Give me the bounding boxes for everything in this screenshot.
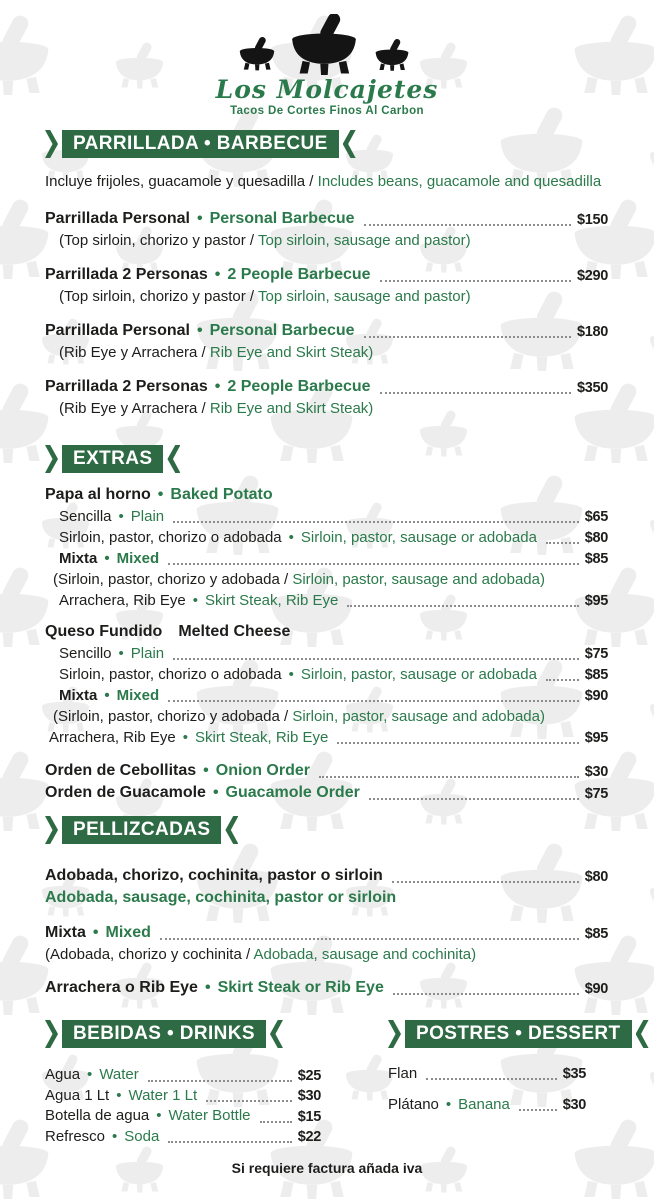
parrillada-banner-label: PARRILLADA • BARBECUE <box>62 130 339 158</box>
dot-leader <box>364 224 571 226</box>
item-description: (Adobada, chorizo y cochinita / Adobada, sausage and cochinita) <box>45 946 477 963</box>
dot-leader <box>364 336 571 338</box>
item-price: $350 <box>576 380 608 396</box>
bullet-separator: • <box>214 266 221 283</box>
item-name-en: Adobada, sausage, cochinita, pastor or sirloin <box>45 889 397 906</box>
ribbon-right-chevron-icon <box>636 1020 649 1048</box>
menu-row: Sencilla • Plain $65 <box>59 508 608 525</box>
ribbon-left-chevron-icon <box>45 1020 58 1048</box>
bullet-separator: • <box>118 645 124 662</box>
item-price: $30 <box>297 1088 321 1104</box>
item-name-es: Parrillada 2 Personas <box>45 266 208 283</box>
dot-leader <box>173 658 579 660</box>
dot-leader <box>206 1100 292 1102</box>
bullet-separator: • <box>204 979 211 996</box>
item-name-es: Parrillada Personal <box>45 210 190 227</box>
pellizcadas-banner <box>45 816 238 844</box>
pellizcadas-banner-label: PELLIZCADAS <box>62 816 221 844</box>
bullet-separator: • <box>288 666 294 683</box>
item-price: $80 <box>584 530 608 546</box>
item-name-en: Personal Barbecue <box>209 322 355 339</box>
extras-banner-label: EXTRAS <box>62 445 163 473</box>
group-note: (Sirloin, pastor, chorizo y adobada / Sirloin, pastor, sausage and adobada) <box>53 571 545 588</box>
section-parrillada <box>45 130 608 419</box>
dot-leader <box>168 563 579 565</box>
menu-item <box>45 264 608 307</box>
bullet-separator: • <box>192 592 198 609</box>
item-price: $35 <box>562 1066 586 1082</box>
item-description: (Top sirloin, chorizo y pastor / Top sirloin, sausage and pastor) <box>59 288 471 305</box>
dot-leader <box>519 1109 557 1111</box>
restaurant-logo <box>0 14 654 117</box>
dot-leader <box>337 742 578 744</box>
item-price: $75 <box>584 646 608 662</box>
dot-leader <box>380 392 571 394</box>
menu-row: Sirloin, pastor, chorizo o adobada • Sirloin, pastor, sausage or adobada $85 <box>59 666 608 683</box>
note-en: Includes beans, guacamole and quesadilla <box>317 173 602 190</box>
menu-row: Agua • Water $25 <box>45 1066 321 1084</box>
item-price: $15 <box>297 1108 321 1125</box>
menu-row: Plátano • Banana $30 <box>388 1096 586 1113</box>
menu-row: Arrachera, Rib Eye • Skirt Steak, Rib Eye $95 <box>49 729 608 746</box>
menu-item <box>45 376 608 419</box>
ribbon-left-chevron-icon <box>45 445 58 473</box>
menu-item-cebollitas: Orden de Cebollitas • Onion Order $30 <box>45 762 608 780</box>
tax-notice: Si requiere factura añada iva <box>231 1160 423 1176</box>
item-price: $75 <box>584 786 608 802</box>
postres-banner-label: POSTRES • DESSERT <box>405 1020 632 1048</box>
bullet-separator: • <box>288 529 294 546</box>
ribbon-left-chevron-icon <box>388 1020 401 1048</box>
item-price: $150 <box>576 212 608 228</box>
menu-item-guacamole: Orden de Guacamole • Guacamole Order $75 <box>45 784 608 802</box>
bullet-separator: • <box>112 1127 118 1145</box>
item-price: $290 <box>576 268 608 284</box>
menu-item <box>45 865 608 909</box>
menu-row: Sirloin, pastor, chorizo o adobada • Sirloin, pastor, sausage or adobada $80 <box>59 529 608 546</box>
bebidas-banner-label: BEBIDAS • DRINKS <box>62 1020 266 1048</box>
item-name-en: 2 People Barbecue <box>227 378 371 395</box>
extras-banner <box>45 445 180 473</box>
item-price: $80 <box>584 869 608 885</box>
menu-row: Botella de agua • Water Bottle $15 <box>45 1107 321 1125</box>
item-name-en: 2 People Barbecue <box>227 266 371 283</box>
menu-item <box>45 208 608 251</box>
section-postres <box>388 1020 621 1115</box>
menu-row: Arrachera, Rib Eye • Skirt Steak, Rib Eye $95 <box>59 592 608 609</box>
bullet-separator: • <box>87 1066 93 1083</box>
dot-leader <box>426 1078 557 1080</box>
dot-leader <box>148 1080 292 1082</box>
menu-item <box>45 922 608 965</box>
item-price: $85 <box>584 667 608 683</box>
item-price: $22 <box>297 1129 321 1145</box>
item-price: $95 <box>584 593 608 609</box>
menu-row: Flan $35 <box>388 1065 586 1082</box>
dot-leader <box>168 1141 291 1143</box>
menu-row: Sencillo • Plain $75 <box>59 645 608 662</box>
menu-item <box>45 977 608 999</box>
dot-leader <box>380 280 571 282</box>
section-pellizcadas <box>45 816 608 999</box>
dot-leader <box>260 1121 292 1123</box>
item-name-es: Parrillada Personal <box>45 322 190 339</box>
dot-leader <box>546 679 579 681</box>
dot-leader <box>160 938 579 940</box>
postres-banner <box>388 1020 649 1048</box>
item-price: $85 <box>584 926 608 942</box>
menu-row: Agua 1 Lt • Water 1 Lt $30 <box>45 1086 321 1104</box>
bullet-separator: • <box>157 486 164 503</box>
item-description: (Rib Eye y Arrachera / Rib Eye and Skirt Steak) <box>59 344 374 361</box>
item-name-es: Parrillada 2 Personas <box>45 378 208 395</box>
item-price: $90 <box>584 688 608 704</box>
item-price: $85 <box>584 551 608 567</box>
item-price: $30 <box>562 1097 586 1113</box>
bullet-separator: • <box>104 687 110 704</box>
bullet-separator: • <box>196 210 203 227</box>
parrillada-note <box>45 172 608 192</box>
dot-leader <box>173 521 579 523</box>
item-name-en: Personal Barbecue <box>209 210 355 227</box>
bullet-separator: • <box>156 1107 162 1124</box>
item-description: (Top sirloin, chorizo y pastor / Top sirloin, sausage and pastor) <box>59 232 471 249</box>
ribbon-right-chevron-icon <box>343 130 356 158</box>
dot-leader <box>546 542 579 544</box>
dot-leader <box>168 700 579 702</box>
bullet-separator: • <box>92 924 99 941</box>
dot-leader <box>347 605 578 607</box>
ribbon-left-chevron-icon <box>45 130 58 158</box>
ribbon-right-chevron-icon <box>270 1020 283 1048</box>
dot-leader <box>393 993 579 995</box>
parrillada-banner <box>45 130 356 158</box>
bebidas-banner <box>45 1020 283 1048</box>
item-name-es: Mixta <box>45 924 86 941</box>
bullet-separator: • <box>104 550 110 567</box>
dot-leader <box>369 798 579 800</box>
group-note: (Sirloin, pastor, chorizo y adobada / Sirloin, pastor, sausage and adobada) <box>53 708 545 725</box>
dot-leader <box>319 776 579 778</box>
menu-row: Mixta • Mixed $90 <box>59 687 608 704</box>
logo-subtitle: Tacos De Cortes Finos Al Carbon <box>230 105 424 117</box>
item-description: (Rib Eye y Arrachera / Rib Eye and Skirt Steak) <box>59 400 374 417</box>
bullet-separator: • <box>196 322 203 339</box>
item-name-es: Adobada, chorizo, cochinita, pastor o sirloin <box>45 867 383 884</box>
item-price: $25 <box>297 1067 321 1084</box>
item-price: $30 <box>584 764 608 780</box>
item-price: $95 <box>584 730 608 746</box>
item-name-en: Skirt Steak or Rib Eye <box>217 979 384 996</box>
note-es: Incluye frijoles, guacamole y quesadilla / <box>45 173 314 190</box>
item-price: $90 <box>584 981 608 997</box>
bullet-separator: • <box>212 784 219 801</box>
molcajete-bowls-icon <box>0 14 654 78</box>
item-price: $65 <box>584 509 608 525</box>
menu-row: Mixta • Mixed $85 <box>59 550 608 567</box>
ribbon-right-chevron-icon <box>225 816 238 844</box>
bullet-separator: • <box>116 1086 122 1104</box>
menu-row: Refresco • Soda $22 <box>45 1127 321 1145</box>
ribbon-left-chevron-icon <box>45 816 58 844</box>
item-name-en: Mixed <box>105 924 151 941</box>
ribbon-right-chevron-icon <box>167 445 180 473</box>
section-extras <box>45 445 608 804</box>
section-bebidas <box>45 1020 321 1147</box>
item-price: $180 <box>576 324 608 340</box>
item-name-es: Arrachera o Rib Eye <box>45 979 198 996</box>
bullet-separator: • <box>214 378 221 395</box>
group-title-queso: Queso Fundido Melted Cheese <box>45 623 291 640</box>
dot-leader <box>392 881 579 883</box>
logo-title: Los Molcajetes <box>215 75 439 104</box>
menu-item <box>45 320 608 363</box>
bullet-separator: • <box>182 729 188 746</box>
bullet-separator: • <box>203 762 209 779</box>
group-title-papa: Papa al horno • Baked Potato <box>45 486 273 503</box>
bullet-separator: • <box>118 508 124 525</box>
bullet-separator: • <box>445 1096 452 1113</box>
